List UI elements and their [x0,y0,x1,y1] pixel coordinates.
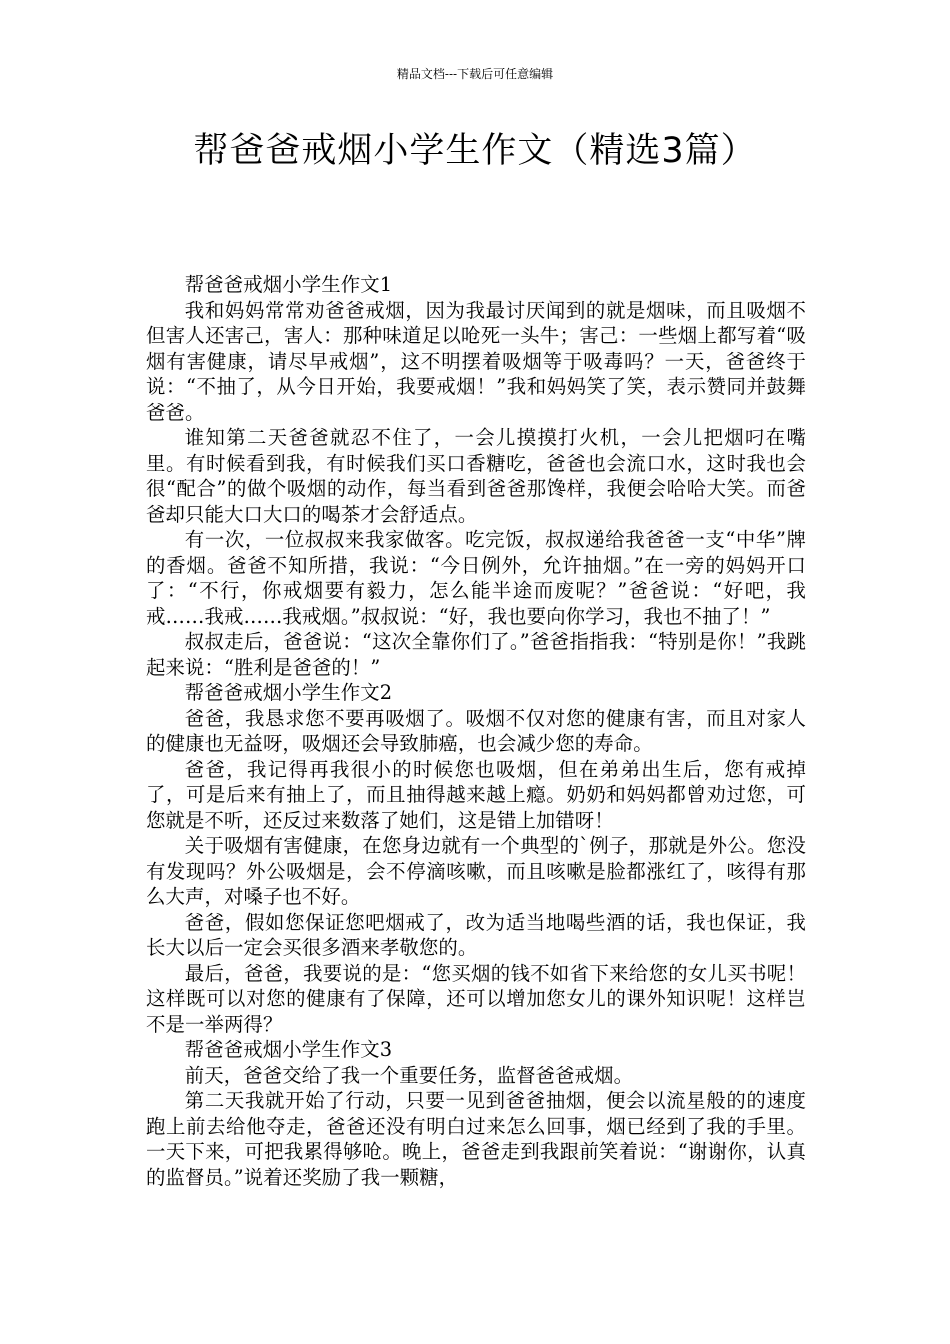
paragraph: 最后，爸爸，我要说的是：“您买烟的钱不如省下来给您的女儿买书呢！这样既可以对您的健康有了保障，还可以增加您女儿的课外知识呢！这样岂不是一举两得？ [146,961,806,1036]
document-body [146,272,806,1190]
paragraph: 有一次，一位叔叔来我家做客。吃完饭，叔叔递给我爸爸一支“中华”牌的香烟。爸爸不知所措，我说：“今日例外，允许抽烟。”在一旁的妈妈开口了：“不行，你戒烟要有毅力，怎么能半途而废呢？”爸爸说：“好吧，我戒……我戒……我戒烟。”叔叔说：“好，我也要向你学习，我也不抽了！” [146,528,806,628]
paragraph: 关于吸烟有害健康，在您身边就有一个典型的`例子，那就是外公。您没有发现吗？外公吸烟是，会不停滴咳嗽，而且咳嗽是脸都涨红了，咳得有那么大声，对嗓子也不好。 [146,834,806,908]
paragraph: 爸爸，我记得再我很小的时候您也吸烟，但在弟弟出生后，您有戒掉了，可是后来有抽上了，而且抽得越来越上瘾。奶奶和妈妈都曾劝过您，可您就是不听，还反过来数落了她们，这是错上加错呀！ [146,757,806,832]
paragraph: 谁知第二天爸爸就忍不住了，一会儿摸摸打火机，一会儿把烟叼在嘴里。有时候看到我，有时候我们买口香糖吃，爸爸也会流口水，这时我也会很“配合”的做个吸烟的动作，每当看到爸爸那馋样，我便会哈哈大笑。而爸爸却只能大口大口的喝茶才会舒适点。 [146,426,806,526]
paragraph: 前天，爸爸交给了我一个重要任务，监督爸爸戒烟。 [184,1063,634,1087]
paragraph: 爸爸，我恳求您不要再吸烟了。吸烟不仅对您的健康有害，而且对家人的健康也无益呀，吸烟还会导致肺癌，也会减少您的寿命。 [146,706,806,755]
section-heading-1: 帮爸爸戒烟小学生作文1 [184,273,393,296]
document-title: 帮爸爸戒烟小学生作文（精选3篇） [193,131,757,171]
paragraph: 我和妈妈常常劝爸爸戒烟，因为我最讨厌闻到的就是烟味，而且吸烟不但害人还害己，害人：那种味道足以呛死一头牛；害己：一些烟上都写着“吸烟有害健康，请尽早戒烟”，这不明摆着吸烟等于吸毒吗？一天，爸爸终于说：“不抽了，从今日开始，我要戒烟！”我和妈妈笑了笑，表示赞同并鼓舞爸爸。 [146,298,806,424]
paragraph: 第二天我就开始了行动，只要一见到爸爸抽烟，便会以流星般的的速度跑上前去给他夺走，爸爸还没有明白过来怎么回事，烟已经到了我的手里。一天下来，可把我累得够呛。晚上，爸爸走到我跟前笑着说：“谢谢你，认真的监督员。”说着还奖励了我一颗糖， [146,1089,806,1189]
section-heading-2: 帮爸爸戒烟小学生作文2 [184,681,393,704]
section-heading-3: 帮爸爸戒烟小学生作文3 [184,1038,393,1061]
paragraph: 爸爸，假如您保证您吧烟戒了，改为适当地喝些酒的话，我也保证，我长大以后一定会买很多酒来孝敬您的。 [146,910,806,959]
paragraph: 叔叔走后，爸爸说：“这次全靠你们了。”爸爸指指我：“特别是你！”我跳起来说：“胜利是爸爸的！” [146,630,806,679]
header-note: 精品文档---下载后可任意编辑 [396,67,554,81]
